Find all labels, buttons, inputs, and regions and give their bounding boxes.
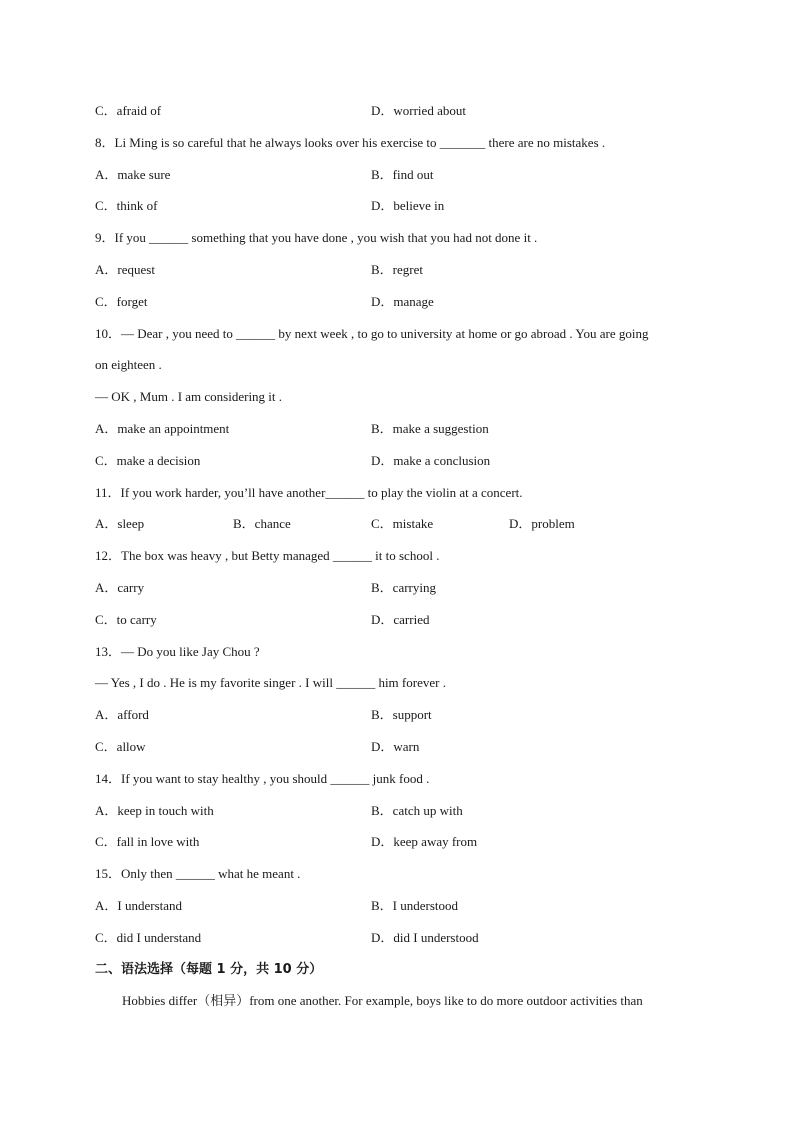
option-d: D．problem [509,516,575,531]
option-right: B．carrying [371,580,436,595]
option-left: C．did I understand [95,930,202,945]
question-text: — OK , Mum . I am considering it . [95,389,283,404]
question-text: 8．Li Ming is so careful that he always looks over his exercise to _______ there are no mistakes . [95,135,606,150]
option-b: B．chance [233,516,291,531]
option-left: C．think of [95,198,158,213]
option-right: B．regret [371,262,423,277]
question-text: 10．— Dear , you need to ______ by next week , to go to university at home or go abroad . You are going [95,326,649,341]
question-text: — Yes , I do . He is my favorite singer . I will ______ him forever . [95,675,446,690]
question-text: 14．If you want to stay healthy , you should ______ junk food . [95,771,430,786]
option-left: A．carry [95,580,145,595]
option-right: D．carried [371,612,430,627]
option-left: A．keep in touch with [95,803,214,818]
option-right: B．find out [371,167,434,182]
question-text: 12．The box was heavy , but Betty managed ______ it to school . [95,548,440,563]
question-text: 15．Only then ______ what he meant . [95,866,301,881]
option-a: A．sleep [95,516,145,531]
option-right: B．catch up with [371,803,463,818]
option-right: D．make a conclusion [371,453,491,468]
section-heading: 二、语法选择（每题 1 分，共 10 分） [95,962,323,977]
option-left: C．forget [95,294,148,309]
option-left: A．make sure [95,167,171,182]
option-right: D．keep away from [371,834,478,849]
option-left: C．to carry [95,612,157,627]
option-right: D．did I understood [371,930,479,945]
option-right: D．warn [371,739,420,754]
question-text: 11．If you work harder, you’ll have another______ to play the violin at a concert. [95,485,523,500]
option-right: D．manage [371,294,434,309]
option-right: D．worried about [371,103,466,118]
option-right: D．believe in [371,198,445,213]
passage-paragraph: Hobbies differ（相异）from one another. For example, boys like to do more outdoor activities than [122,993,643,1008]
option-left: C．make a decision [95,453,201,468]
option-left: A．afford [95,707,149,722]
question-text: 13．— Do you like Jay Chou ? [95,644,260,659]
option-left: A．request [95,262,155,277]
option-right: B．make a suggestion [371,421,489,436]
option-left: C．allow [95,739,146,754]
option-c: C．mistake [371,516,434,531]
option-left: A．make an appointment [95,421,230,436]
option-right: B．support [371,707,432,722]
question-text: 9．If you ______ something that you have done , you wish that you had not done it . [95,230,538,245]
question-text: on eighteen . [95,357,162,372]
option-left: A．I understand [95,898,183,913]
option-left: C．afraid of [95,103,162,118]
option-left: C．fall in love with [95,834,200,849]
option-right: B．I understood [371,898,459,913]
